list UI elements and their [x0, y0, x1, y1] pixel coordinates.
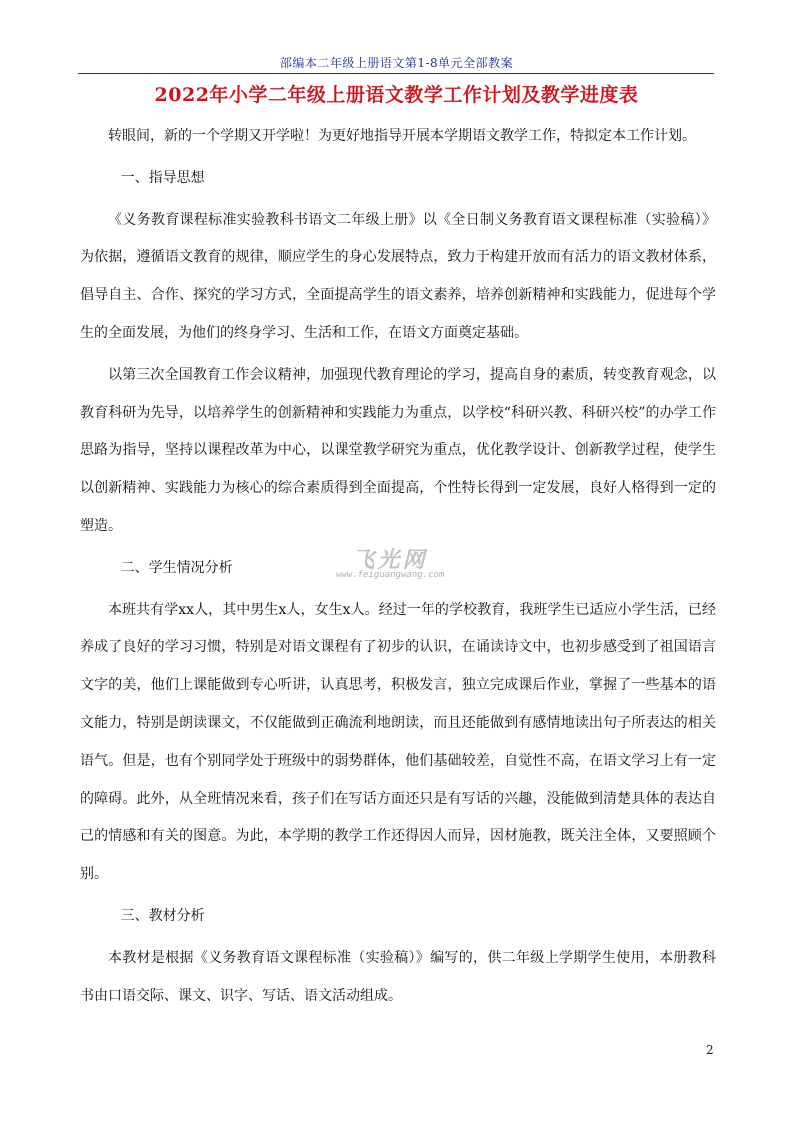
paragraph: 本教材是根据《义务教育语文课程标准（实验稿）》编写的，供二年级上学期学生使用，本册教科书由口语交际、课文、识字、写话、语文活动组成。 — [80, 949, 716, 1004]
page-number: 2 — [706, 1043, 714, 1057]
section-heading-guiding: 一、指导思想 — [120, 169, 205, 186]
paragraph: 《义务教育课程标准实验教科书语文二年级上册》以《全日制义务教育语文课程标准（实验稿）》为依据，遵循语文教育的规律，顺应学生的身心发展特点，致力于构建开放而有活力的语文教材体系，倡导自主、合作、探究的学习方式，全面提高学生的语文素养，培养创新精神和实践能力，促进每个学生的全面发展，为他们的终身学习、生活和工作，在语文方面奠定基础。 — [80, 211, 716, 341]
intro-paragraph: 转眼间，新的一个学期又开学啦！为更好地指导开展本学期语文教学工作，特拟定本工作计划。 — [108, 128, 696, 144]
paragraph: 以第三次全国教育工作会议精神，加强现代教育理论的学习，提高自身的素质，转变教育观念，以教育科研为先导，以培养学生的创新精神和实践能力为重点，以学校“科研兴教、科研兴校”的办学工作思路为指导，坚持以课程改革为中心，以课堂教学研究为重点，优化教学设计、创新教学过程，使学生以创新精神、实践能力为核心的综合素质得到全面提高，个性特长得到一定发展，良好人格得到一定的塑造。 — [80, 366, 716, 534]
section-heading-materials: 三、教材分析 — [120, 907, 205, 924]
paragraph: 本班共有学xx人，其中男生x人，女生x人。经过一年的学校教育，我班学生已适应小学生活，已经养成了良好的学习习惯，特别是对语文课程有了初步的认识，在诵读诗文中，也初步感受到了祖国语言文字的美，他们上课能做到专心听讲，认真思考，积极发言，独立完成课后作业，掌握了一些基本的语文能力，特别是朗读课文，不仅能做到正确流利地朗读，而且还能做到有感情地读出句子所表达的相关语气。但是，也有个别同学处于班级中的弱势群体，他们基础较差，自觉性不高，在语文学习上有一定的障碍。此外，从全班情况来看，孩子们在写话方面还只是有写话的兴趣，没能做到清楚具体的表达自己的情感和有关的图意。为此，本学期的教学工作还得因人而异，因材施教，既关注全体，又要照顾个别。 — [80, 601, 716, 883]
section-heading-students: 二、学生情况分析 — [120, 559, 233, 576]
document-title: 2022年小学二年级上册语文教学工作计划及教学进度表 — [154, 84, 639, 106]
watermark-url: www.feiguangwang.com — [334, 570, 446, 580]
header-divider — [78, 73, 714, 74]
watermark-brand: 飞光网 — [352, 548, 428, 573]
running-header: 部编本二年级上册语文第1-8单元全部教案 — [279, 56, 514, 70]
document-body — [80, 118, 716, 1015]
